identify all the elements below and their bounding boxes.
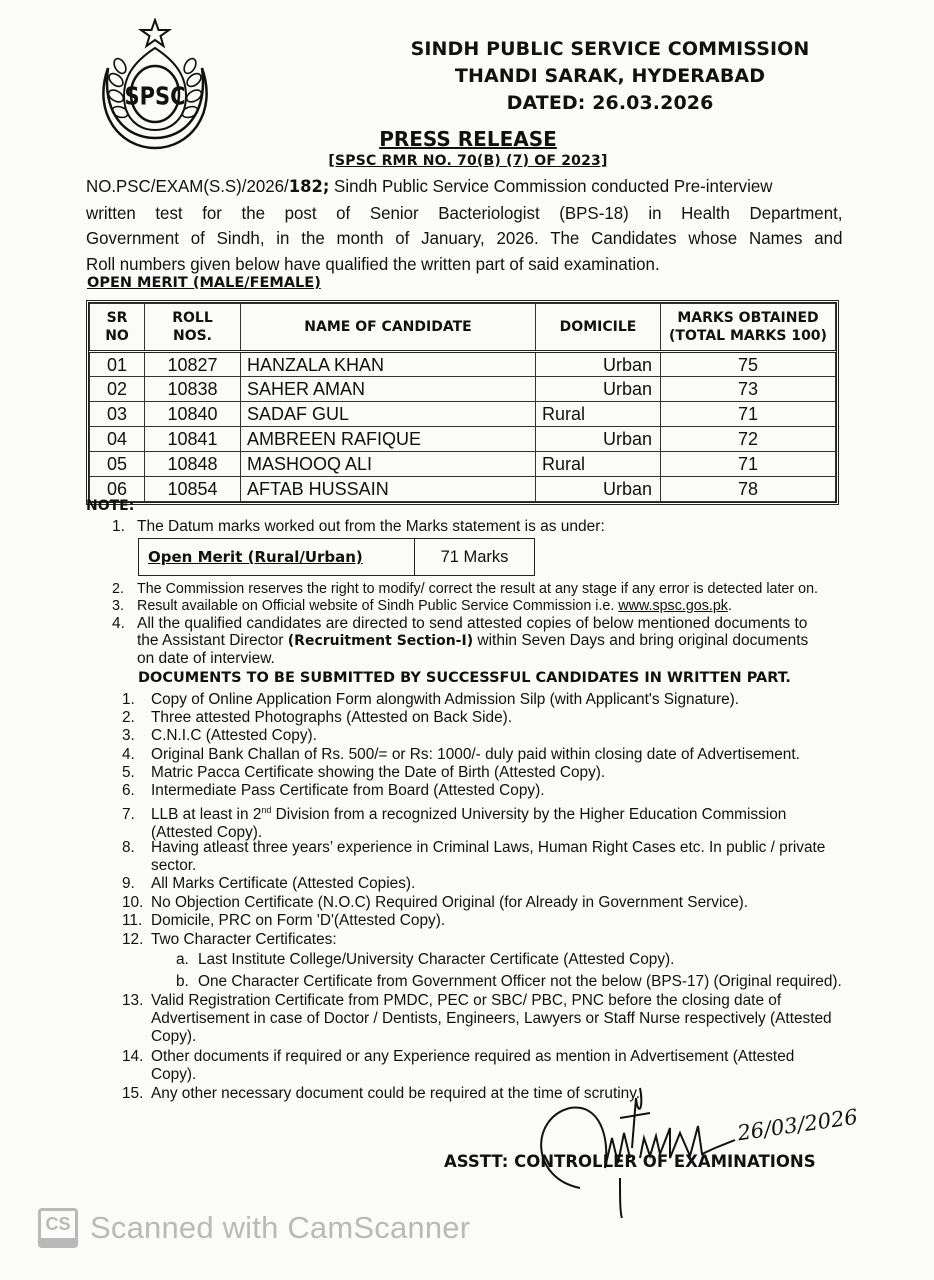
camscanner-text: Scanned with CamScanner bbox=[90, 1210, 471, 1245]
table-row bbox=[90, 477, 836, 502]
cell-sr: 05 bbox=[90, 452, 145, 477]
note-number: 3. bbox=[112, 598, 124, 614]
table-row bbox=[90, 452, 836, 477]
datum-marks-box bbox=[138, 538, 535, 576]
cell-domicile: Urban bbox=[536, 477, 661, 502]
note-number: 1. bbox=[112, 518, 125, 535]
cell-name: HANZALA KHAN bbox=[241, 352, 536, 377]
col-marks: MARKS OBTAINED (TOTAL MARKS 100) bbox=[661, 304, 836, 352]
note-text: the Assistant Director bbox=[137, 632, 288, 649]
doc-item-8: 8. Having atleast three years’ experience in Criminal Laws, Human Right Cases etc. In public / private sector. bbox=[122, 839, 826, 874]
table-row bbox=[90, 402, 836, 427]
cell-marks: 71 bbox=[661, 452, 836, 477]
doc-item-12b: b. One Character Certificate from Government Officer not the below (BPS-17) (Original required). bbox=[176, 973, 842, 990]
doc-item-7: 7. LLB at least in 2nd Division from a recognized University by the Higher Education Commission (Attested Copy). bbox=[122, 805, 787, 842]
table-row bbox=[90, 377, 836, 402]
cell-sr: 01 bbox=[90, 352, 145, 377]
doc-item-2: 2. Three attested Photographs (Attested on Back Side). bbox=[122, 709, 513, 726]
camscanner-logo-icon: CS bbox=[38, 1208, 78, 1248]
cell-domicile: Urban bbox=[536, 352, 661, 377]
col-domicile: DOMICILE bbox=[536, 304, 661, 352]
press-release-title: PRESS RELEASE bbox=[379, 127, 557, 151]
documents-heading: DOCUMENTS TO BE SUBMITTED BY SUCCESSFUL CANDIDATES IN WRITTEN PART. bbox=[138, 670, 791, 686]
note-text-end: . bbox=[727, 598, 732, 614]
recruitment-section-label: (Recruitment Section-I) bbox=[287, 633, 474, 649]
spsc-logo-icon bbox=[90, 18, 220, 150]
cell-domicile: Rural bbox=[536, 452, 661, 477]
camscanner-watermark bbox=[38, 1208, 470, 1248]
signature-date: 26/03/2026 bbox=[735, 1104, 860, 1146]
intro-paragraph bbox=[86, 174, 842, 277]
doc-item-12a: a. Last Institute College/University Character Certificate (Attested Copy). bbox=[176, 951, 675, 968]
note-number: 4. bbox=[112, 615, 125, 632]
cell-roll: 10838 bbox=[145, 377, 241, 402]
intro-line-3: Government of Sindh, in the month of January, 2026. The Candidates whose Names and bbox=[86, 228, 843, 249]
letter-number-bold: 182; bbox=[288, 177, 330, 197]
doc-item-14: 14. Other documents if required or any Experience required as mention in Advertisement (Attested Copy). bbox=[122, 1048, 795, 1083]
cell-roll: 10840 bbox=[145, 402, 241, 427]
doc-item-1: 1. Copy of Online Application Form alongwith Admission Silp (with Applicant's Signature). bbox=[122, 691, 740, 708]
doc-item-9: 9. All Marks Certificate (Attested Copies). bbox=[122, 875, 416, 892]
intro-line-2: written test for the post of Senior Bacteriologist (BPS-18) in Health Department, bbox=[86, 202, 843, 223]
results-table bbox=[86, 300, 839, 505]
svg-text:SPSC: SPSC bbox=[124, 81, 186, 111]
letter-number: NO.PSC/EXAM(S.S)/2026/ bbox=[86, 176, 289, 196]
reference-number: [SPSC RMR NO. 70(B) (7) OF 2023] bbox=[328, 153, 608, 169]
cell-marks: 72 bbox=[661, 427, 836, 452]
note-heading: NOTE: bbox=[86, 498, 135, 514]
cell-name: SADAF GUL bbox=[241, 402, 536, 427]
doc-item-5: 5. Matric Pacca Certificate showing the Date of Birth (Attested Copy). bbox=[122, 764, 606, 781]
datum-marks: 71 Marks bbox=[440, 547, 509, 566]
intro-line-1: Sindh Public Service Commission conducted Pre-interview bbox=[329, 176, 773, 196]
cell-roll: 10841 bbox=[145, 427, 241, 452]
intro-line-4: Roll numbers given below have qualified the written part of said examination. bbox=[86, 253, 660, 274]
doc-item-15: 15. Any other necessary document could be required at the time of scrutiny. bbox=[122, 1085, 641, 1102]
cell-roll: 10827 bbox=[145, 352, 241, 377]
document-date: DATED: 26.03.2026 bbox=[506, 92, 714, 114]
datum-category: Open Merit (Rural/Urban) bbox=[139, 539, 415, 575]
note-item-1 bbox=[112, 518, 605, 536]
cell-domicile: Rural bbox=[536, 402, 661, 427]
doc-item-12: 12. Two Character Certificates: bbox=[122, 931, 337, 948]
table-row bbox=[90, 352, 836, 377]
col-roll-nos: ROLL NOS. bbox=[145, 304, 241, 352]
note-number: 2. bbox=[112, 581, 124, 597]
doc-item-10: 10. No Objection Certificate (N.O.C) Required Original (for Already in Government Service). bbox=[122, 894, 749, 911]
open-merit-heading: OPEN MERIT (MALE/FEMALE) bbox=[87, 275, 321, 291]
doc-item-11: 11. Domicile, PRC on Form 'D'(Attested Copy). bbox=[122, 912, 446, 929]
cell-domicile: Urban bbox=[536, 427, 661, 452]
doc-item-13: 13. Valid Registration Certificate from PMDC, PEC or SBC/ PBC, PNC before the closing date of Advertisement in case of Doctor / Dentists, Engineers, Lawyers or Staff Nurse respectively (Attested Copy). bbox=[122, 992, 832, 1045]
cell-name: AFTAB HUSSAIN bbox=[241, 477, 536, 502]
note-text: Result available on Official website of Sindh Public Service Commission i.e. bbox=[137, 598, 619, 614]
cell-name: AMBREEN RAFIQUE bbox=[241, 427, 536, 452]
cell-name: MASHOOQ ALI bbox=[241, 452, 536, 477]
cell-marks: 73 bbox=[661, 377, 836, 402]
col-candidate-name: NAME OF CANDIDATE bbox=[241, 304, 536, 352]
cell-roll: 10854 bbox=[145, 477, 241, 502]
cell-roll: 10848 bbox=[145, 452, 241, 477]
note-text: The Datum marks worked out from the Marks statement is as under: bbox=[137, 518, 605, 535]
cell-name: SAHER AMAN bbox=[241, 377, 536, 402]
table-header-row bbox=[90, 304, 836, 352]
note-item-4 bbox=[112, 615, 808, 667]
cell-sr: 04 bbox=[90, 427, 145, 452]
col-sr-no: SR NO bbox=[90, 304, 145, 352]
note-text: All the qualified candidates are directed to send attested copies of below mentioned documents to bbox=[137, 615, 808, 632]
note-item-2 bbox=[112, 580, 818, 598]
note-text: within Seven Days and bring original documents bbox=[473, 632, 809, 649]
doc-item-6: 6. Intermediate Pass Certificate from Board (Attested Copy). bbox=[122, 782, 545, 799]
doc-item-3: 3. C.N.I.C (Attested Copy). bbox=[122, 727, 317, 744]
cell-marks: 78 bbox=[661, 477, 836, 502]
website-link[interactable]: www.spsc.gos.pk bbox=[618, 598, 728, 614]
header bbox=[360, 36, 860, 117]
signatory-title: ASSTT: CONTROLLER OF EXAMINATIONS bbox=[444, 1152, 816, 1171]
note-item-3 bbox=[112, 597, 732, 615]
cell-sr: 03 bbox=[90, 402, 145, 427]
cell-sr: 06 bbox=[90, 477, 145, 502]
organization-name: SINDH PUBLIC SERVICE COMMISSION bbox=[410, 38, 810, 60]
note-text: on date of interview. bbox=[137, 650, 275, 667]
cell-domicile: Urban bbox=[536, 377, 661, 402]
cell-sr: 02 bbox=[90, 377, 145, 402]
doc-item-4: 4. Original Bank Challan of Rs. 500/= or Rs: 1000/- duly paid within closing date of Advertisement. bbox=[122, 746, 800, 763]
cell-marks: 75 bbox=[661, 352, 836, 377]
note-text: The Commission reserves the right to modify/ correct the result at any stage if any error is detected later on. bbox=[137, 581, 818, 597]
organization-address: THANDI SARAK, HYDERABAD bbox=[454, 65, 766, 87]
signature-icon bbox=[520, 1078, 900, 1218]
cell-marks: 71 bbox=[661, 402, 836, 427]
table-row bbox=[90, 427, 836, 452]
